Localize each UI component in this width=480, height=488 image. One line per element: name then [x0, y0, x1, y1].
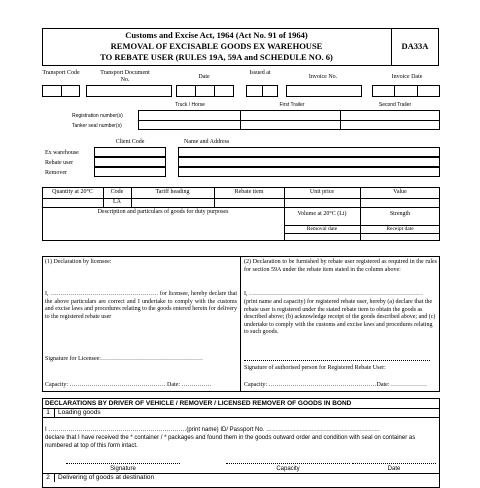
ex-warehouse-label: Ex warehouse: [45, 150, 79, 156]
date-label: Date: [198, 74, 210, 80]
name-rebate-user[interactable]: [178, 157, 440, 167]
rebate-signature: Signature of authorised person for Registered Rebate User:: [244, 365, 386, 371]
divider: [42, 198, 440, 199]
quantity-header: Quantity at 20°C: [52, 189, 93, 195]
divider: [42, 207, 440, 208]
description-header: Description and particulars of goods for duty purposes: [97, 209, 229, 215]
invoice-date-field[interactable]: [372, 85, 440, 97]
divider: [42, 408, 440, 409]
divider: [195, 85, 196, 97]
removal-date-header: Removal date: [306, 226, 338, 232]
unit-price-header: Unit price: [309, 189, 335, 195]
name-remover[interactable]: [178, 167, 440, 177]
driver-capacity-label: Capacity: [276, 466, 300, 472]
rebate-user-label: Rebate user: [45, 160, 74, 166]
rebate-body: (print name and capacity) for registered rebate user, hereby (a) declare that the rebate user is registered under the stated rebate item to obtain the goods as described above; (b) acknowledge receipt of the goods described above; and (c) undertake to comply with the customs and excise laws and procedures relating to such goods.: [244, 299, 436, 336]
invoice-no-label: Invoice No.: [308, 74, 338, 80]
driver-line-i[interactable]: I ……………………………………………………………(print name) ID/ Passport No. …………………………………………………: [45, 427, 381, 433]
client-code-label: Client Code: [115, 139, 145, 145]
issued-at-label: Issued at: [249, 70, 271, 76]
rebate-signature-line[interactable]: [244, 360, 430, 361]
remover-label: Remover: [45, 170, 67, 176]
client-code-ex-warehouse[interactable]: [94, 147, 166, 157]
divider: [240, 256, 241, 392]
divider: [214, 85, 215, 97]
licensee-body: I, ……………………………………………… for licensee, hereby declare that the above particulars are correct and I undertake to comply with the customs and excise laws and procedures relating to the goods entered herein for delivery to the registered rebate user: [45, 291, 237, 320]
value-header: Value: [393, 189, 407, 195]
driver-declare: declare that I have received the * container / * packages and found them in the goods outward order and condition with seal on container as numbered at top of this form intact.: [45, 435, 416, 449]
licensee-signature[interactable]: Signature for Licensee:……………………………………………: [45, 356, 203, 362]
rebate-title: (2) Declaration to be furnished by rebate user registered as required in the rules for section 59A under the rebate item stated in the column above:: [244, 259, 437, 273]
form-code: DA33A: [401, 41, 429, 51]
driver-heading: DECLARATIONS BY DRIVER OF VEHICLE / REMOVER / LICENSED REMOVER OF GOODS IN BOND: [45, 400, 352, 407]
client-code-rebate-user[interactable]: [94, 157, 166, 167]
divider: [417, 85, 418, 97]
divider: [54, 473, 55, 482]
rebate-item-header: Rebate item: [234, 189, 264, 195]
transport-code-label: Transport Code: [42, 70, 80, 76]
truck-horse-label: Truck / Horse: [175, 102, 205, 108]
item2-label: Delivering of goods at destination: [58, 474, 155, 481]
invoice-no-field[interactable]: [286, 85, 362, 97]
driver-capacity-line[interactable]: [226, 463, 350, 464]
header-line2: REMOVAL OF EXCISABLE GOODS EX WAREHOUSE: [110, 41, 323, 51]
divider: [61, 85, 62, 97]
rebate-capacity[interactable]: Capacity: ………………………………………………Date: ………………: [244, 382, 427, 388]
registration-label: Registration number(s): [72, 113, 123, 119]
divider: [138, 120, 440, 121]
item1-number: 1: [46, 409, 50, 416]
name-ex-warehouse[interactable]: [178, 147, 440, 157]
driver-date-label: Date: [387, 466, 401, 472]
invoice-date-label: Invoice Date: [391, 74, 423, 80]
transport-doc-label: Transport Document No.: [100, 70, 150, 83]
second-trailer-label: Second Trailer: [378, 102, 412, 108]
licensee-title: (1) Declaration by licensee:: [45, 259, 112, 265]
item1-label: Loading goods: [58, 409, 101, 416]
strength-header: Strength: [389, 211, 411, 217]
receipt-date-header: Receipt date: [386, 226, 414, 232]
first-trailer-label: First Trailer: [279, 102, 305, 108]
divider: [240, 110, 241, 130]
transport-doc-field[interactable]: [86, 85, 172, 97]
client-code-remover[interactable]: [94, 167, 166, 177]
divider: [284, 233, 440, 234]
driver-date-line[interactable]: [352, 463, 436, 464]
divider: [340, 110, 341, 130]
divider: [394, 85, 395, 97]
tanker-seal-label: Tanker seal number(s): [72, 123, 122, 129]
divider: [54, 408, 55, 417]
code-header: Code: [110, 189, 124, 195]
licensee-capacity[interactable]: Capacity: ………………………………………… Date: ……………: [45, 382, 212, 388]
name-address-label: Name and Address: [184, 139, 230, 145]
date-field[interactable]: [176, 85, 234, 97]
divider: [42, 417, 440, 418]
driver-signature-line[interactable]: [66, 463, 180, 464]
code-value: LA: [113, 199, 121, 205]
header-line3: TO REBATE USER (RULES 19A, 59A and SCHEDULE NO. 6): [100, 52, 333, 62]
tariff-header: Tariff heading: [155, 189, 190, 195]
driver-signature-label: Signature: [110, 466, 136, 472]
rebate-line-i[interactable]: I, ……………………………………………………………………………: [244, 291, 423, 297]
divider: [262, 85, 263, 97]
item2-number: 2: [46, 474, 50, 481]
volume-header: Volume at 20°C (Li): [297, 211, 347, 217]
header-line1: Customs and Excise Act, 1964 (Act No. 91 of 1964): [125, 30, 308, 40]
